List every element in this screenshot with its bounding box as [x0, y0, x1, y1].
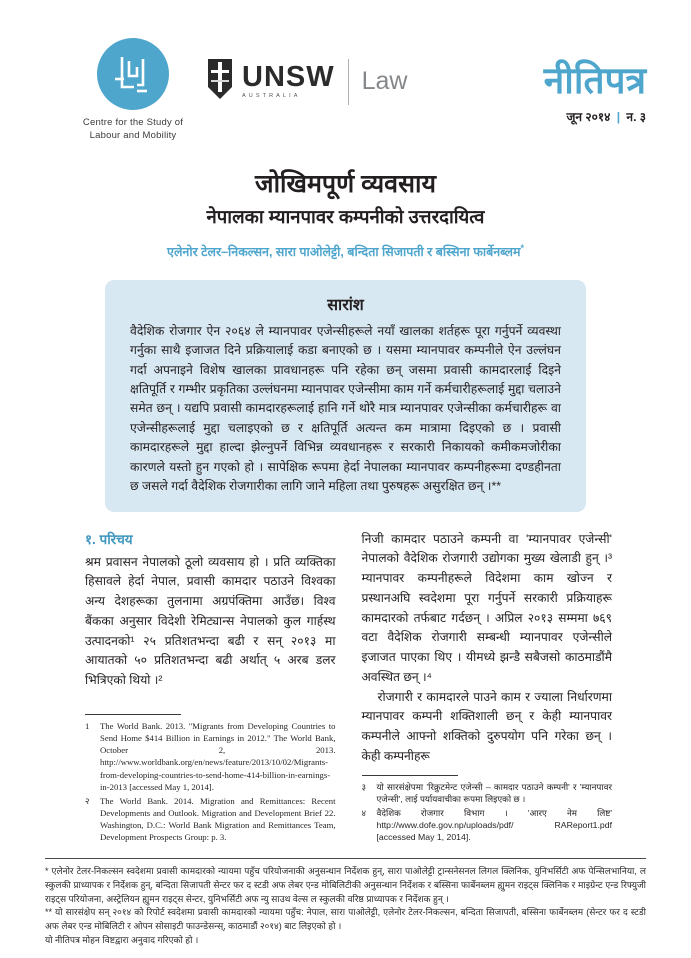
footnote-marker-2: २	[85, 795, 90, 806]
footnote-marker-3: ३	[361, 781, 367, 792]
footnote-text-3: यो सारसंक्षेपमा 'रिक्रुटमेन्ट एजेन्सी – कामदार पठाउने कम्पनी' र 'म्यानपावर एजेन्सी', लाई पर्यायवाचीका रूपमा लिइएको छ ।	[376, 781, 612, 804]
footnote-marker-1: 1	[85, 720, 90, 731]
footer-note-source: ** यो सारसंक्षेप सन् २०१४ को रिपोर्ट स्वदेशमा प्रवासी कामदारको न्यायमा पहुँच: नेपाल, सारा पाओलेट्टी, एलेनोर टेलर-निकल्सन, बन्दिता सिजापती, बस्सिना फार्बेनब्लम (सेन्टर फर द स्टडी अफ लेबर एन्ड मोबिलिटी र ओपन सोसाइटी फाउन्डेसन्स्, काठमाडौं २०१४) बाट लिइएको हो ।	[45, 907, 646, 932]
footer-notes	[45, 858, 646, 958]
unsw-country: AUSTRALIA	[242, 93, 301, 100]
footnote-item-3	[362, 781, 613, 805]
masthead-issue	[544, 108, 646, 125]
cslm-logo-icon	[97, 38, 169, 110]
footnote-item-2	[85, 795, 336, 844]
abstract-body: वैदेशिक रोजगार ऐन २०६४ ले म्यानपावर एजेन्सीहरूले नयाँ खालका शर्तहरू पूरा गर्नुपर्ने व्यवस्था गर्नुका साथै इजाजत दिने प्रक्रियालाई कडा बनाएको छ । यसमा म्यानपावर कम्पनीले ऐन उल्लंघन गर्दा अपनाइने विशेष खालका प्रावधानहरू पनि रहेका छन् जसमा प्रवासी कामदारलाई दिइने क्षतिपूर्ति र गम्भीर प्रकृतिका उल्लंघनमा म्यानपावर एजेन्सीमा काम गर्ने कर्मचारीहरूलाई मुद्दा चलाउने समेत छन् । यद्यपि प्रवासी कामदारहरूलाई हानि गर्ने थोरै मात्र म्यानपावर एजेन्सीका कर्मचारीहरू वा एजेन्सीहरूलाई मुद्दा चलाइएको छ र क्षतिपूर्ति अत्यन्त कम मात्रामा दिइएको छ । प्रवासी कामदारहरूले मुद्दा हाल्दा झेल्नुपर्ने विभिन्न व्यवधानहरू र सरकारी निकायको कमीकमजोरीका कारणले यस्तो हुन गएको हो । सापेक्षिक रूपमा हेर्दा नेपालका म्यानपावर कम्पनीहरूमा दण्डहीनता छ जसले गर्दा वैदेशिक रोजगारीका लागि जाने महिला तथा पुरुषहरू असुरक्षित छन् ।**	[130, 323, 561, 494]
body-columns	[85, 530, 612, 846]
cslm-caption-line2: Labour and Mobility	[89, 129, 177, 141]
intro-paragraph-2: निजी कामदार पठाउने कम्पनी वा 'म्यानपावर एजेन्सी' नेपालको वैदेशिक रोजगारी उद्योगका मुख्य खेलाडी हुन् ।³ म्यानपावर कम्पनीहरूले विदेशमा काम खोज्न र प्रस्थानअघि स्वदेशमा पूरा गर्नुपर्ने सरकारी प्रक्रियाहरू कामदारको तर्फबाट गर्दछन् । अप्रिल २०१३ सम्ममा ७६९ वटा वैदेशिक रोजगारी सम्बन्धी म्यानपावर एजेन्सीले इजाजत पाएका थिए । यीमध्ये झन्डै सबैजसो काठमाडौंमै अवस्थित छन् ।⁴	[361, 531, 612, 684]
authors-names: एलेनोर टेलर–निकल्सन, सारा पाओलेट्टी, बन्दिता सिजापती र बस्सिना फार्बेनब्लम	[167, 244, 521, 259]
footnote-rule-left	[85, 714, 181, 715]
unsw-shield-icon	[207, 58, 233, 105]
unsw-wordmark	[242, 63, 335, 100]
footnote-text-1: The World Bank. 2013. "Migrants from Developing Countries to Send Home $414 Billion in Earnings in 2012." The World Bank, October 2, 2013. http://www.worldbank.org/en/news/feature/2013/10/02/Migrants-from-developing-countries-to-send-home-414-billion-in-earnings-in-2013 [accessed May 1, 2014].	[100, 720, 336, 792]
doc-title: जोखिमपूर्ण व्यवसाय	[255, 169, 436, 198]
abstract-heading: सारांश	[327, 296, 364, 314]
cslm-caption-line1: Centre for the Study of	[82, 117, 184, 128]
right-column	[362, 530, 613, 846]
title-block	[45, 169, 646, 260]
abstract-box	[105, 280, 586, 512]
issue-separator: |	[616, 109, 621, 124]
masthead	[544, 62, 646, 125]
intro-paragraph-1: श्रम प्रवासन नेपालको ठूलो व्यवसाय हो । प्रति व्यक्तिका हिसावले हेर्दा नेपाल, प्रवासी कामदार पठाउने विश्वका अन्य देशहरूका तुलनामा अग्रपंक्तिमा आउँछ। विश्व बैंकका अनुसार विदेशी रेमिट्यान्स नेपालको कुल गार्हस्थ उत्पादनको¹ २५ प्रतिशतभन्दा बढी र सन् २०१३ मा आयातको ५० प्रतिशतभन्दा बढी अर्थात् ५ अरब डलर भित्रिएको थियो ।²	[85, 554, 336, 688]
left-column	[85, 530, 336, 846]
masthead-title: नीतिपत्र	[543, 60, 646, 101]
footnote-text-4: वैदेशिक रोजगार विभाग । 'आरए नेम लिष्ट' http://www.dofe.gov.np/uploads/pdf/ RAReport1.pdf [accessed May 1, 2014].	[376, 808, 612, 843]
authors-footnote-mark: *	[520, 242, 524, 253]
footer-note-authors: * एलेनोर टेलर-निकल्सन स्वदेशमा प्रवासी कामदारको न्यायमा पहुँच परियोजनाकी अनुसन्धान निर्देशक हुन्, सारा पाओलेट्टी ट्रान्सनेसनल लिगल क्लिनिक, युनिभर्सिटी अफ पेन्सिलभानिया, ल स्कुलकी प्राध्यापक र निर्देशक हुन्, बन्दिता सिजापती सेन्टर फर द स्टडी अफ लेबर एन्ड मोबिलिटीकी अनुसन्धान निर्देशक र बस्सिना फार्बेनब्लम ह्युमन राइट्स क्लिनिक र माइग्रेन्ट एन्ड रिफ्युजी राइट्स परियोजना, अस्ट्रेलियन ह्युमन राइट्स सेन्टर, युनिभर्सिटी अफ न्यु साउथ वेल्स ल स्कुलकी वरिष्ठ प्राध्यापक र निर्देशक हुन् ।	[45, 865, 646, 904]
cslm-logo	[73, 34, 193, 143]
doc-authors	[45, 243, 646, 260]
footnotes-left	[85, 706, 336, 846]
section-heading-intro: १. परिचय	[85, 531, 133, 547]
unsw-law-divider	[348, 59, 349, 105]
footnote-rule-right	[362, 775, 458, 776]
unsw-law-label: Law	[361, 67, 408, 95]
footnote-text-2: The World Bank. 2014. Migration and Remittances: Recent Developments and Outlook. Migration and Development Brief 22. Washington, D.C.: World Bank Migration and Remittances Team, Development Prospects Group: p. 3.	[100, 795, 336, 843]
footnotes-right	[362, 767, 613, 846]
footnote-marker-4: ४	[361, 808, 367, 819]
unsw-name: UNSW	[242, 61, 335, 94]
issue-number: न. ३	[626, 109, 646, 124]
cslm-logo-caption	[73, 117, 193, 143]
unsw-logo	[207, 58, 407, 105]
footnote-item-4	[362, 807, 613, 844]
doc-subtitle: नेपालका म्यानपावर कम्पनीको उत्तरदायित्व	[206, 205, 485, 227]
intro-paragraph-3: रोजगारी र कामदारले पाउने काम र ज्याला निर्धारणमा म्यानपावर कम्पनी शक्तिशाली छन् र केही म्यानपावर कम्पनीले आफ्नो शक्तिको दुरुपयोग पनि गरेका छन् । केही कम्पनीहरू	[361, 689, 612, 763]
issue-date: जून २०१४	[566, 109, 611, 124]
footnote-item-1	[85, 720, 336, 793]
footer-note-translation: यो नीतिपत्र मोहन विष्टद्वारा अनुवाद गरिएको हो ।	[45, 935, 199, 946]
header	[45, 34, 646, 143]
